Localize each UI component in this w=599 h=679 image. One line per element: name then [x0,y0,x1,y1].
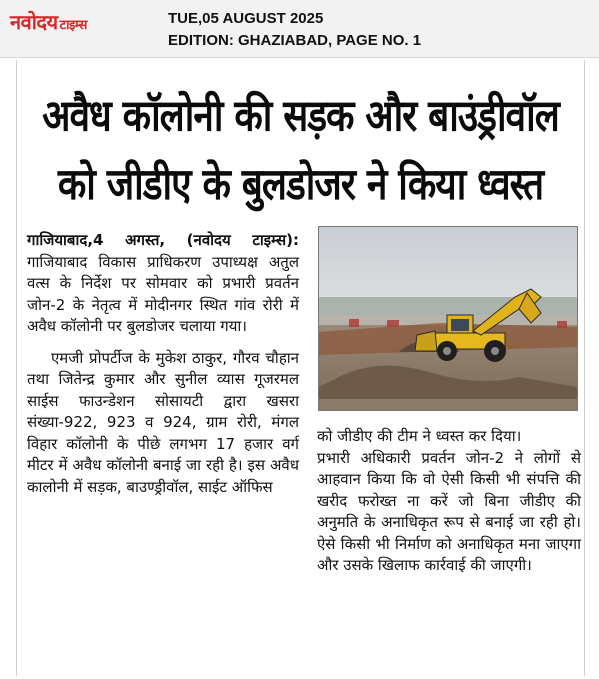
article-column-right [317,426,581,577]
edition-info [168,8,421,52]
article-paragraph-2: एमजी प्रोपर्टीज के मुकेश ठाकुर, गौरव चौहान तथा जितेन्द्र कुमार और सुनील व्यास गूजरमल साईस फाउन्डेशन सोसायटी द्वारा खसरा संख्या-922, 923 व 924, ग्राम रोरी, मंगल विहार कॉलोनी के पीछे लगभग 17 हजार वर्ग मीटर में अवैध कॉलोनी बनाई जा रही है। इस अवैध कालोनी में सड़क, बाउण्ड्रीवॉल, साईट ऑफिस [27,348,299,496]
headline-line-2: को जीडीए के बुलडोजर ने किया ध्वस्त [57,158,544,210]
paragraph-1-text: गाजियाबाद विकास प्राधिकरण उपाध्यक्ष अतुल वत्स के निर्देश पर सोमवार को प्रभारी प्रवर्तन जोन-2 के नेतृत्व में मोदीनगर स्थित गांव रोरी में अवैध कॉलोनी पर बुलडोजर चलाया गया। [27,252,299,335]
dateline: गाजियाबाद,4 अगस्त, (नवोदय टाइम्स): [27,231,299,249]
article-paragraph-4: प्रभारी अधिकारी प्रवर्तन जोन-2 ने लोगों से आहवान किया कि वो ऐसी किसी भी संपत्ति की खरीद फरोख्त ना करें जो बिना जीडीए की अनुमति के अनाधिकृत रूप से बनाई जा रही हो। ऐसे किसी भी निर्माण को अनाधिकृत मना जाएगा और उसके खिलाफ कार्रवाई की जाएगी। [317,448,581,574]
article-photo-bulldozer [318,226,578,411]
article-headline [17,82,584,219]
date-line: TUE,05 AUGUST 2025 [168,10,324,27]
newspaper-logo[interactable] [10,8,87,35]
article-column-left [27,230,299,498]
bulldozer-photo-illustration [319,227,577,410]
newspaper-clipping [16,60,585,676]
article-paragraph-3: को जीडीए की टीम ने ध्वस्त कर दिया। [317,427,522,445]
logo-text: नवोदय [10,10,58,34]
headline-line-1: अवैध कॉलोनी की सड़क और बाउंड्रीवॉल [42,90,559,141]
logo-sub-text: टाइम्स [59,18,87,33]
masthead-bar [0,0,599,58]
edition-line: EDITION: GHAZIABAD, PAGE NO. 1 [168,32,422,49]
article-paragraph-1 [27,230,299,338]
